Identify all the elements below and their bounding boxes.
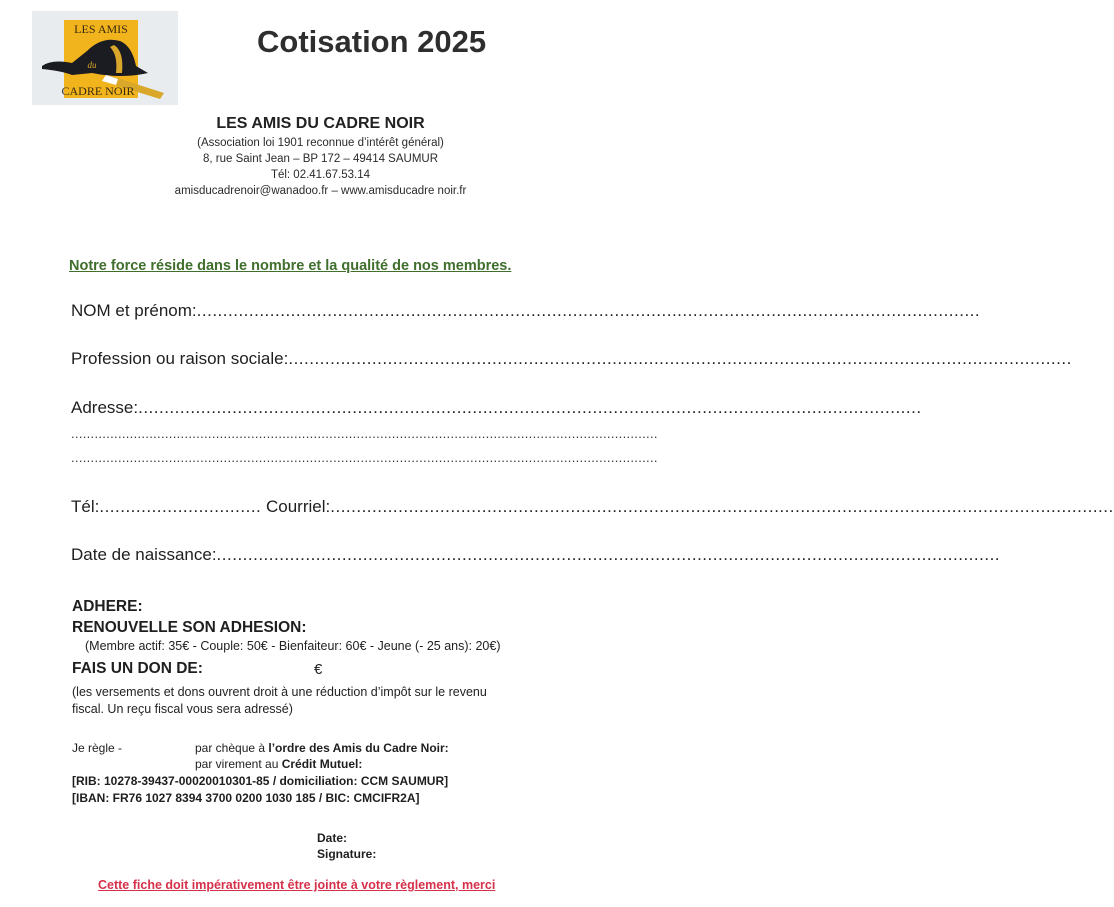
name-dots: ...................................................................................................................................................... — [196, 301, 981, 320]
page-title: Cotisation 2025 — [257, 24, 487, 59]
logo-text-top: LES AMIS — [74, 22, 128, 36]
tax-note-line-1: (les versements et dons ouvrent droit à une réduction d’impôt sur le revenu — [72, 685, 487, 699]
tel-email-field[interactable] — [71, 497, 1114, 517]
logo-text-bottom: CADRE NOIR — [61, 84, 135, 98]
logo-graphic — [32, 11, 178, 105]
org-status: (Association loi 1901 reconnue d’intérêt général) — [197, 137, 444, 149]
org-contact: amisducadrenoir@wanadoo.fr – www.amisducadre noir.fr — [174, 185, 467, 197]
rib-details: [RIB: 10278-39437-00020010301-85 / domiciliation: CCM SAUMUR] — [72, 774, 449, 788]
birthdate-label: Date de naissance: — [71, 545, 217, 564]
payment-cheque — [195, 741, 449, 755]
org-phone: Tél: 02.41.67.53.14 — [270, 169, 371, 181]
address-line-2[interactable]: ...................................................................................................................................................... — [71, 426, 658, 441]
fee-list: (Membre actif: 35€ - Couple: 50€ - Bienfaiteur: 60€ - Jeune (- 25 ans): 20€) — [85, 639, 501, 653]
email-dots: ...................................................................................................................................................... — [330, 497, 1114, 516]
name-field[interactable] — [71, 301, 981, 321]
renew-option[interactable]: RENOUVELLE SON ADHESION: — [72, 619, 307, 636]
birthdate-dots: ...................................................................................................................................................... — [216, 545, 1001, 564]
footer-note: Cette fiche doit impérativement être jointe à votre règlement, merci — [98, 878, 496, 892]
profession-label: Profession ou raison sociale: — [71, 349, 289, 368]
address-label: Adresse: — [71, 398, 139, 417]
address-field[interactable] — [71, 398, 922, 418]
cheque-payee: l’ordre des Amis du Cadre Noir: — [268, 741, 449, 755]
payment-label: Je règle - — [72, 741, 123, 755]
iban-details: [IBAN: FR76 1027 8394 3700 0200 1030 185 / BIC: CMCIFR2A] — [72, 791, 420, 805]
birthdate-field[interactable] — [71, 545, 1001, 565]
payment-transfer — [195, 757, 362, 771]
transfer-prefix: par virement au — [195, 757, 282, 771]
tel-dots: ............................... — [99, 497, 262, 516]
profession-dots: ...................................................................................................................................................... — [288, 349, 1072, 368]
tel-label: Tél: — [71, 497, 100, 516]
address-line-3[interactable]: ...................................................................................................................................................... — [71, 450, 658, 465]
donation-currency[interactable]: € — [314, 661, 323, 678]
name-label: NOM et prénom: — [71, 301, 197, 320]
date-label: Date: — [317, 831, 348, 845]
donation-label: FAIS UN DON DE: — [72, 660, 203, 677]
org-address: 8, rue Saint Jean – BP 172 – 49414 SAUMUR — [202, 153, 439, 165]
org-name: LES AMIS DU CADRE NOIR — [216, 115, 425, 132]
motto: Notre force réside dans le nombre et la qualité de nos membres. — [69, 258, 512, 274]
association-logo — [32, 11, 178, 105]
address-dots: ...................................................................................................................................................... — [138, 398, 922, 417]
logo-text-middle: du — [87, 60, 97, 70]
cheque-prefix: par chèque à — [195, 741, 269, 755]
email-label: Courriel: — [266, 497, 331, 516]
profession-field[interactable] — [71, 349, 1072, 369]
tax-note-line-2: fiscal. Un reçu fiscal vous sera adressé) — [72, 702, 293, 716]
signature-label: Signature: — [317, 847, 377, 861]
transfer-bank: Crédit Mutuel: — [281, 757, 363, 771]
adhere-option[interactable]: ADHERE: — [72, 598, 143, 615]
